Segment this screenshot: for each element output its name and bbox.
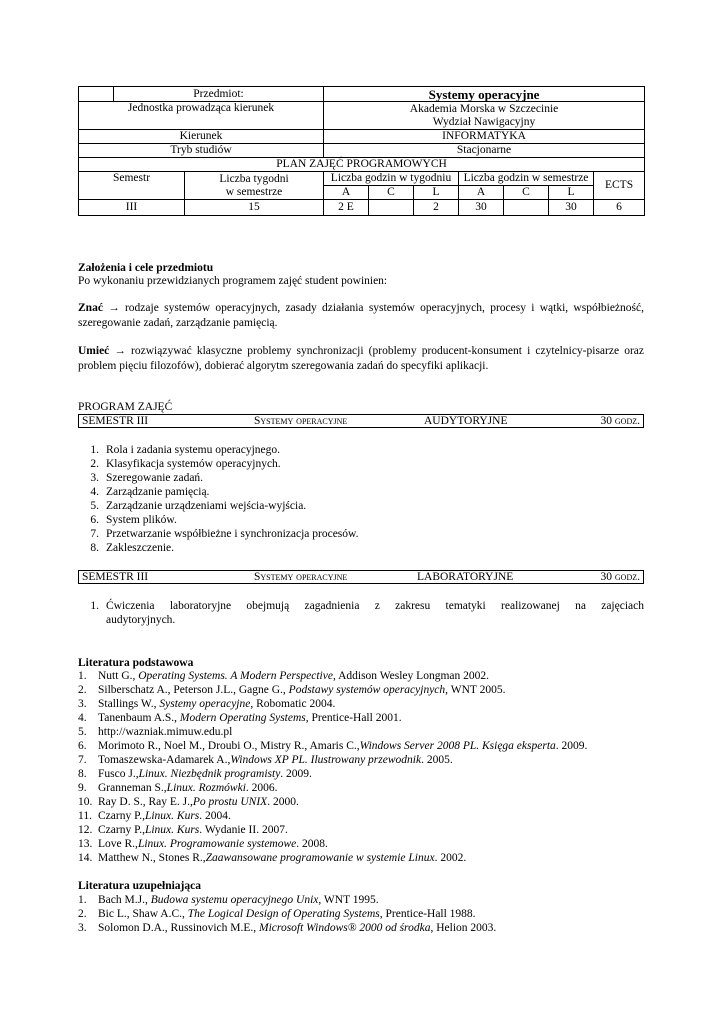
literature-item-text: Tomaszewska-Adamarek A., [98,754,231,766]
literature-item-number: 10. [78,796,93,808]
literature-item [78,683,644,697]
literature-item-number: 9. [78,782,87,794]
literatura-podstawowa-list [78,669,644,865]
list-item: 6. System plików. [90,514,177,526]
lab-item [78,599,644,627]
col-liczba-tygodni-line1: Liczba tygodni [219,172,289,185]
list-item-text: Rola i zadania systemu operacyjnego. [106,444,281,456]
program-audytoryjne-list [78,443,644,555]
literature-item-text: Czarny P., [98,824,145,836]
literature-item-number: 3. [78,922,87,934]
literature-item-number: 1. [78,670,87,682]
literature-item [78,781,644,795]
box2-semestr: SEMESTR III [82,571,149,583]
literature-item-text: Granneman S., [98,782,167,794]
literature-item-number: 14. [78,852,93,864]
kierunek-value: INFORMATYKA [324,130,645,144]
row-sc [504,200,549,216]
literature-item [78,711,644,725]
empty-cell [79,87,114,102]
literature-item-number: 1. [78,894,87,906]
literature-item-title: Po prostu UNIX [192,796,268,808]
literature-item-text: Stallings W., [98,698,160,710]
jednostka-value-line2: Wydział Nawigacyjny [432,115,536,128]
literature-item [78,697,644,711]
sub-c2: C [504,186,549,200]
jednostka-value [324,102,645,130]
list-item: 1. Rola i zadania systemu operacyjnego. [90,444,281,456]
literature-item-title: Linux. Rozmówki [166,782,246,794]
zalozenia-title: Założenia i cele przedmiotu [78,262,214,274]
literature-item-title: Windows XP PL. Ilustrowany przewodnik [230,754,422,766]
przedmiot-value: Systemy operacyjne [324,87,645,102]
box2-hours-unit: godz. [614,571,640,583]
box2-hours-value: 30 [600,571,613,583]
literature-item-text: . 2000. [267,796,299,808]
plan-table [78,86,645,216]
literature-item-text: , Prentice-Hall 2001. [305,712,402,724]
literature-item-number: 5. [78,726,87,738]
literature-item-text: Ray D. S., Ray E. J., [98,796,193,808]
literature-item [78,795,644,809]
literature-item-text: http://wazniak.mimuw.edu.pl [98,726,233,738]
literature-item-title: Systemy operacyjne [159,698,251,710]
literature-item-text: , Addison Wesley Longman 2002. [332,670,489,682]
literature-item-text: . 2005. [421,754,453,766]
list-item: 3. Szeregowanie zadań. [90,472,204,484]
literature-item-text: , WNT 2005. [445,684,506,696]
literature-item-title: Zaawansowane programowanie w systemie Linux [205,852,435,864]
przedmiot-label: Przedmiot: [114,87,324,102]
list-item: 8. Zakleszczenie. [90,542,174,554]
row-tl: 2 [414,200,459,216]
literature-item-text: Solomon D.A., Russinovich M.E., [98,922,260,934]
literature-item-text: . 2002. [434,852,467,864]
literature-item-number: 4. [78,712,87,724]
literature-item-number: 6. [78,740,87,752]
literature-item-text: . 2008. [296,838,328,850]
semester-box-laboratoryjne [78,570,644,584]
list-item-text: Szeregowanie zadań. [106,472,204,484]
literature-item [78,739,644,753]
sub-l2: L [549,186,594,200]
literature-item [78,767,644,781]
sub-a2: A [459,186,504,200]
box1-subject: Systemy operacyjne [254,415,348,427]
literature-item-title: Budowa systemu operacyjnego Unix [150,894,319,906]
literature-item-text: Czarny P., [98,810,145,822]
col-godz-semestr: Liczba godzin w semestrze [459,172,594,186]
jednostka-value-line1: Akademia Morska w Szczecinie [409,102,559,115]
literature-item [78,823,644,837]
program-title: PROGRAM ZAJĘĆ [78,401,173,413]
box2-subject: Systemy operacyjne [254,571,348,583]
box1-hours-unit: godz. [614,415,640,427]
list-item-text: Zarządzanie pamięcią. [106,486,210,498]
list-item-text: Klasyfikacja systemów operacyjnych. [106,458,281,470]
list-item-text: Przetwarzanie współbieżne i synchronizacja procesów. [106,528,359,540]
list-item: 5. Zarządzanie urządzeniami wejścia-wyjścia. [90,500,307,512]
literature-item-text: Matthew N., Stones R., [98,852,206,864]
tryb-value: Stacjonarne [324,144,645,158]
znac-arrow: → [108,302,120,314]
literature-item [78,753,644,767]
literature-item [78,837,644,851]
literature-item-number: 8. [78,768,87,780]
umiec-arrow: → [114,345,126,357]
literature-item-number: 12. [78,824,93,836]
literature-item-number: 11. [78,810,92,822]
literature-item-title: Linux. Programowanie systemowe [137,838,297,850]
lab-item-number: 1. [90,600,99,612]
literature-item-title: Operating Systems. A Modern Perspective [138,670,333,682]
literature-item-number: 13. [78,838,93,850]
literature-item-title: Podstawy systemów operacyjnych [288,684,446,696]
literature-item-text: Tanenbaum A.S., [98,712,180,724]
literature-item-text: Silberschatz A., Peterson J.L., Gagne G., [98,684,289,696]
literature-item-text: . 2009. [280,768,312,780]
sub-a: A [324,186,369,200]
literature-item-text: . 2009. [555,740,588,752]
kierunek-label: Kierunek [79,130,324,144]
col-liczba-tygodni-line2: w semestrze [225,185,283,198]
literature-item [78,809,644,823]
sub-l: L [414,186,459,200]
literature-item-title: Microsoft Windows® 2000 od środka [259,922,431,934]
literature-item-text: Morimoto R., Noel M., Droubi O., Mistry R., Amaris C., [98,740,360,752]
literature-item [78,669,644,683]
row-semestr: III [79,200,185,216]
list-item: 7. Przetwarzanie współbieżne i synchronizacja procesów. [90,528,359,540]
literature-item [78,851,644,865]
literature-item-title: Linux. Niezbędnik programisty [138,768,281,780]
literature-item-title: Linux. Kurs [144,810,200,822]
literature-item [78,907,644,921]
umiec-text: rozwiązywać klasyczne problemy synchronizacji (problemy producent-konsument i czytelnicy-pisarze oraz problem pięciu filozofów), dobierać algorytm szeregowania zadań do specyfiki aplikacji. [78,345,644,372]
row-sa: 30 [459,200,504,216]
literature-item [78,893,644,907]
literature-item [78,921,644,935]
tryb-label: Tryb studiów [79,144,324,158]
row-sl: 30 [549,200,594,216]
box2-type: LABORATORYJNE [417,571,514,583]
list-item: 4. Zarządzanie pamięcią. [90,486,210,498]
literature-item-text: Bic L., Shaw A.C., [98,908,188,920]
zalozenia-intro: Po wykonaniu przewidzianych programem zajęć student powinien: [78,275,388,287]
literature-item-number: 2. [78,684,87,696]
umiec-paragraph [78,344,644,374]
box1-hours [601,415,640,427]
literature-item-title: Windows Server 2008 PL. Księga eksperta [359,740,556,752]
col-liczba-tygodni [185,172,324,200]
literature-item-text: . 2006. [245,782,278,794]
znac-label: Znać [78,302,103,314]
col-semestr: Semestr [79,172,185,200]
znac-text: rodzaje systemów operacyjnych, zasady działania systemów operacyjnych, procesy i wątki, współbieżność, szeregowanie zadań, zarządzanie pamięcią. [78,302,644,329]
literatura-uzupelniajaca-list [78,893,644,935]
row-ects: 6 [594,200,645,216]
znac-paragraph [78,301,644,331]
literature-item-title: The Logical Design of Operating Systems [187,908,380,920]
sub-c: C [369,186,414,200]
box2-hours [601,571,640,583]
col-ects: ECTS [594,172,645,200]
box1-type: AUDYTORYJNE [424,415,508,427]
lab-item-line2: audytoryjnych. [106,614,176,626]
literature-item-number: 7. [78,754,87,766]
plan-title: PLAN ZAJĘĆ PROGRAMOWYCH [79,158,645,172]
semester-box-audytoryjne [78,414,644,428]
literature-item-text: , WNT 1995. [318,894,379,906]
literature-item-title: Modern Operating Systems [179,712,306,724]
literature-item [78,725,644,739]
col-godz-tydzien: Liczba godzin w tygodniu [324,172,459,186]
literature-item-text: Fusco J., [98,768,139,780]
literatura-podstawowa-title: Literatura podstawowa [78,657,194,669]
list-item-text: System plików. [106,514,177,526]
row-tygodnie: 15 [185,200,324,216]
literature-item-text: . 2004. [199,810,231,822]
lab-item-line1: Ćwiczenia laboratoryjne obejmują zagadnienia z zakresu tematyki realizowanej na zajęciach [106,600,644,612]
list-item-text: Zarządzanie urządzeniami wejścia-wyjścia. [106,500,307,512]
box1-semestr: SEMESTR III [82,415,149,427]
jednostka-label: Jednostka prowadząca kierunek [79,102,324,130]
literature-item-title: Linux. Kurs [144,824,200,836]
literature-item-text: . Wydanie II. 2007. [199,824,288,836]
literature-item-text: , Prentice-Hall 1988. [379,908,476,920]
literature-item-text: Nutt G., [98,670,139,682]
literature-item-number: 3. [78,698,87,710]
literatura-uzupelniajaca-title: Literatura uzupełniająca [78,880,201,892]
row-ta: 2 E [324,200,369,216]
umiec-label: Umieć [78,345,110,357]
list-item: 2. Klasyfikacja systemów operacyjnych. [90,458,281,470]
literature-item-text: , Robomatic 2004. [250,698,336,710]
literature-item-text: Love R., [98,838,138,850]
list-item-text: Zakleszczenie. [106,542,174,554]
literature-item-text: Bach M.J., [98,894,151,906]
literature-item-number: 2. [78,908,87,920]
row-tc [369,200,414,216]
box1-hours-value: 30 [600,415,613,427]
literature-item-text: , Helion 2003. [430,922,497,934]
